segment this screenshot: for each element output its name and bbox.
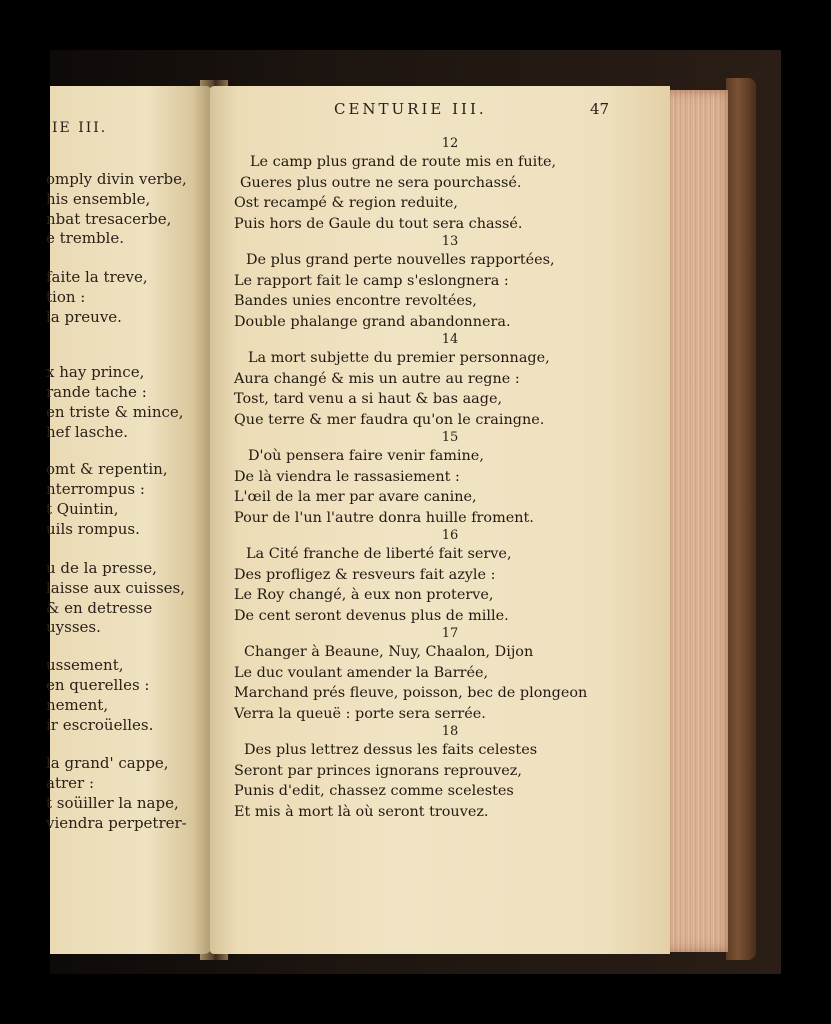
quatrain-number: 13 bbox=[441, 234, 459, 249]
verse-line: Marchand prés fleuve, poisson, bec de plongeon bbox=[234, 685, 588, 701]
right-page bbox=[210, 86, 670, 954]
left-line: nement, bbox=[46, 696, 109, 714]
left-line: hef lasche. bbox=[46, 423, 129, 441]
left-line: ir escroüelles. bbox=[46, 716, 154, 734]
quatrain bbox=[230, 528, 650, 626]
verse-line: Le camp plus grand de route mis en fuite, bbox=[250, 154, 557, 170]
verse-line: Bandes unies encontre revoltées, bbox=[234, 293, 477, 309]
left-line: faite la treve, bbox=[46, 268, 148, 286]
verse-line: Le duc voulant amender la Barrée, bbox=[234, 664, 489, 681]
verse-line: Le rapport fait le camp s'eslongnera : bbox=[234, 272, 509, 289]
left-line: t soüiller la nape, bbox=[46, 794, 179, 812]
verse-line: Tost, tard venu a si haut & bas aage, bbox=[234, 391, 503, 407]
quatrain bbox=[230, 234, 650, 332]
quatrain-number: 14 bbox=[441, 332, 459, 347]
verse-line: L'œil de la mer par avare canine, bbox=[234, 489, 477, 505]
page-number: 47 bbox=[590, 100, 610, 118]
verse-line: Ost recampé & region reduite, bbox=[234, 195, 458, 211]
quatrain bbox=[230, 332, 650, 430]
left-line: uils rompus. bbox=[46, 520, 140, 538]
verse-line: Verra la queuë : porte sera serrée. bbox=[234, 705, 486, 722]
scan-frame bbox=[46, 50, 781, 974]
left-line: la preuve. bbox=[46, 308, 122, 326]
verse-line: Pour de l'un l'autre donra huille froment. bbox=[234, 509, 534, 526]
left-line: nterrompus : bbox=[46, 480, 145, 498]
verse-line: Aura changé & mis un autre au regne : bbox=[234, 370, 520, 387]
left-line: e tremble. bbox=[46, 229, 124, 247]
verse-line: Puis hors de Gaule du tout sera chassé. bbox=[234, 215, 523, 232]
verse-line: Seront par princes ignorans reprouvez, bbox=[234, 762, 522, 779]
quatrain-number: 17 bbox=[441, 626, 459, 641]
left-line: viendra perpetrer- bbox=[46, 814, 187, 832]
page-edges bbox=[662, 90, 728, 952]
left-page bbox=[46, 86, 212, 954]
left-line: u de la presse, bbox=[46, 559, 157, 577]
verse-line: Le Roy changé, à eux non proterve, bbox=[234, 587, 494, 603]
verse-line: Punis d'edit, chassez comme scelestes bbox=[234, 783, 514, 799]
verse-line: Que terre & mer faudra qu'on le craingne. bbox=[234, 411, 545, 428]
left-line: en querelles : bbox=[46, 676, 150, 694]
quatrain bbox=[230, 626, 650, 724]
left-line: atrer : bbox=[46, 774, 95, 792]
verse-line: Des profligez & resveurs fait azyle : bbox=[234, 566, 496, 583]
verse-line: De plus grand perte nouvelles rapportées, bbox=[246, 252, 555, 268]
verse-line: Des plus lettrez dessus les faits celestes bbox=[244, 742, 538, 758]
quatrain bbox=[230, 430, 650, 528]
quatrain bbox=[230, 136, 650, 234]
quatrain-number: 12 bbox=[441, 136, 459, 151]
left-line: x hay prince, bbox=[46, 363, 145, 381]
left-line: t Quintin, bbox=[46, 500, 119, 518]
left-line: uysses. bbox=[46, 618, 101, 636]
verse-line: Double phalange grand abandonnera. bbox=[234, 313, 511, 330]
quatrain-number: 18 bbox=[441, 724, 459, 739]
verse-line: D'où pensera faire venir famine, bbox=[248, 448, 484, 464]
running-header: CENTURIE III. bbox=[334, 100, 487, 118]
left-line: omt & repentin, bbox=[46, 460, 168, 478]
verse-line: De là viendra le rassasiement : bbox=[234, 468, 460, 485]
left-line: ussement, bbox=[46, 656, 124, 674]
left-line: omply divin verbe, bbox=[46, 170, 187, 188]
left-line: en triste & mince, bbox=[46, 403, 184, 421]
verse-line: Changer à Beaune, Nuy, Chaalon, Dijon bbox=[244, 644, 534, 660]
left-line: nbat tresacerbe, bbox=[46, 210, 172, 228]
left-line: tion : bbox=[46, 288, 86, 306]
verse-line: Et mis à mort là où seront trouvez. bbox=[234, 803, 489, 820]
left-line: & en detresse bbox=[46, 599, 153, 617]
quatrain-number: 16 bbox=[441, 528, 459, 543]
book-binding bbox=[726, 78, 756, 960]
left-line: laisse aux cuisses, bbox=[46, 579, 186, 597]
left-page-text bbox=[46, 86, 212, 954]
verse-line: La Cité franche de liberté fait serve, bbox=[246, 546, 512, 562]
quatrain bbox=[230, 724, 650, 822]
verse-line: De cent seront devenus plus de mille. bbox=[234, 607, 509, 624]
verse-line: Gueres plus outre ne sera pourchassé. bbox=[240, 174, 522, 191]
left-page-header: IE III. bbox=[52, 120, 108, 136]
left-line: la grand' cappe, bbox=[46, 754, 169, 772]
verse-line: La mort subjette du premier personnage, bbox=[248, 350, 550, 366]
left-line: rande tache : bbox=[46, 383, 147, 401]
quatrain-number: 15 bbox=[441, 430, 459, 445]
left-line: his ensemble, bbox=[46, 190, 151, 208]
